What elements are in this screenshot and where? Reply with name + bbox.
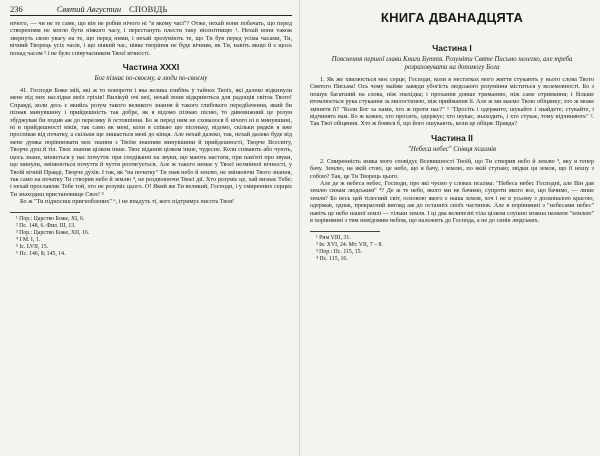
part-title-i: Частина І <box>432 43 472 53</box>
running-head-left <box>10 4 292 16</box>
part-title-ii: Частина ІІ <box>431 132 473 143</box>
part-title-xxxi: Частина ХХХІ <box>122 62 180 73</box>
chapter-title: КНИГА ДВАНАДЦЯТА <box>380 10 524 25</box>
footnote: ⁴ Пс. 115, 16. <box>316 255 348 262</box>
paragraph-1: 1. Як же хвилюється моє серце, Господи, коли в нестатках мого життя стукають у нього слова Твого Святого Письма! Ось чому майже завжди убогість людського розуміння міститься у велемовності. Бо з пошук багатший на слова, ніж знахідка; і прохання довше триманню, ніж саме отримання; і більше втомлюється рука стукання за милостинею, ніж приймання її. Але ж ми маємо Твою обіцянку; хто ж може змінити її? "Коли Бог за нами, хто ж проти нас?" ¹ "Просіть і одержите; шукайте і знайдете; стукайте, і відчинять вам. Бо ж кожен, хто просить, одержує; хто шукає, знаходить, і хто стукає, тому відчиняють" ². Так Твої обіцяння. Хто ж боявся б, що його ошукають, коли це обіцяє Правда? <box>310 76 594 128</box>
footnote: ² Ів. XVI, 24. Мт. VII, 7 – 8. <box>316 241 383 248</box>
footnote-divider <box>310 231 380 232</box>
footnote: ² Пс. 148, 6. Фил. III, 13. <box>16 222 76 229</box>
right-page <box>300 0 600 456</box>
footnote: ³ Пор.: Пс. 115, 15. <box>316 248 362 255</box>
paragraph-41: 41. Господи Боже мій, які ж то повороти і яка велика глибінь у тайнах Твоїх, які далеко відкинули мене від них наслідки моїх гріхів! Вилікуй очі мої, нехай вони відкриються для радощів світла Твого! Справді, коли десь є якийсь розум такого великого знання й такого глибокого передбачення, який би пізнав минувшину і прийдешність так добре, як я відомо пізнаю пісню, то дивовижний це розум збуджував би подив аж до переляку й остовпіння. Бо ж перед ним не сховалося б нічого ні в минувшині, ні в прийдешності віків, так само як мені, коли я співаю цю пісеньку, відомо, скільки рядків я вже проспівав від початку, а скільки ще лишається мені до кінця. Але нехай далеко, так, нехай далеко буде від мене думка порівнювати моє знання з Твоїм знанням минувшини й прийдешності, Творче Всесвіту, Творче душ й тіл. Твоє знання цілком інше. Твоє відання цілком інше, чудесне. Коли співають або чують, щось знане, міняється у нас почуття: при сподіванні на звуки, що мають настати, при пам'яті про звуки, що минули, змінюються почуття й чуття розтягується. Але ж такого немає у Твоєї незмінної вічності, у Твоїй вічній Правді, Творче духів. І так, як "на початку" Ти знав небо й землю, не змінюючи Твого знання, так само на початку Ти створив небо й землю ⁴, не роздвоюючи Твоєї дії. Хто розуміє це, хай визнає Тебе; і нехай прославляє Тебе той, хто не розуміє цього. О! Який же Ти великий, Господи, і у смиренних серцях Ти знаходиш пристановище Своє! ⁵ <box>10 87 292 198</box>
intro-paragraph: нічого, — чи не те саме, що він не робив нічого ні "в якому часі"? Отже, нехай вони побачать, що перед створенням не могло бути ніякого часу, і перестануть плести таку нісенітницю ¹. Нехай вони також звернуть свою увагу на те, що перед ними, і нехай зрозуміють те, що Ти був перед усіма часами, Ти, вічний Творець усіх часів, і що ніякий час, ніяке творіння не буде вічним, як Ти, навіть якщо й є щось понад часом ² і не було співучасником Твоєї вічності. <box>10 20 292 57</box>
paragraph-2-cont: Але де ж небеса небес, Господи, про які чуємо у словах псалма: "Небеса небес Господні, але Він дав землю синам людським" ⁴? Де ж те небо, якого ми не бачимо, супроти якого все, що бачимо, — лише земля? Бо весь цей тілесний світ, основою якого є наша земля, хоч і не в усьому з досконалою красою, одержав, однак, прекрасний вигляд аж до останніх своїх частинок. Але в порівнянні з "небесами небес" навіть це небо нашої землі — тільки земля. І ці два величезні тіла цілком слушно можна назвати "землею" в порівнянні з тим невідомим небом, що належить до Господа, а не до синів людських. <box>310 180 594 225</box>
footnote: ³ Пор.: Царство Боже, XII, 16. <box>16 229 90 236</box>
footnote: ⁴ І М. І, 1. <box>16 236 41 243</box>
part-subtitle-ii: "Небеса небес" Співця псалмів <box>408 145 496 153</box>
footnote: ⁶ Пс. 146, 8; 145, 14. <box>16 250 66 257</box>
paragraph-2: 2. Смиренність язика мого сповідує Всевишності Твоїй, що Ти створив небо й землю ³, яку я тепер бачу. Землю, на якій стою, це небо, що я бачу, і землю, по якій ступаю; звідки ця земля, що її ношу з собою? Так, це Ти Творець цього. <box>310 157 594 180</box>
footnote: ¹ Пор.: Царство Боже, XI, 6. <box>16 215 85 222</box>
page-number: 236 <box>10 4 23 14</box>
paragraph-41-end: Бо ж "Ти підносиш пригноблених" ⁶, і не впадуть ті, кого підтримує висота Твоя! <box>20 198 235 206</box>
part-subtitle-i: Пояснення першої глави Книги Буття. Розуміти Святе Письмо нелегко, але треба розраховувати на допомогу Бога <box>331 56 573 71</box>
running-head-author: Святий Августин <box>56 4 122 14</box>
running-head-book-title: СПОВІДЬ <box>129 4 168 14</box>
footnote: ⁵ Іс. LVII, 15. <box>16 243 49 250</box>
footnotes-left <box>10 216 292 258</box>
footnote: ¹ Рим VIII, 31. <box>316 234 351 241</box>
part-subtitle-xxxi: Бог пізнає по-своєму, а люди по-своєму <box>94 75 208 83</box>
footnote-divider <box>10 212 80 213</box>
footnotes-right <box>310 235 594 263</box>
